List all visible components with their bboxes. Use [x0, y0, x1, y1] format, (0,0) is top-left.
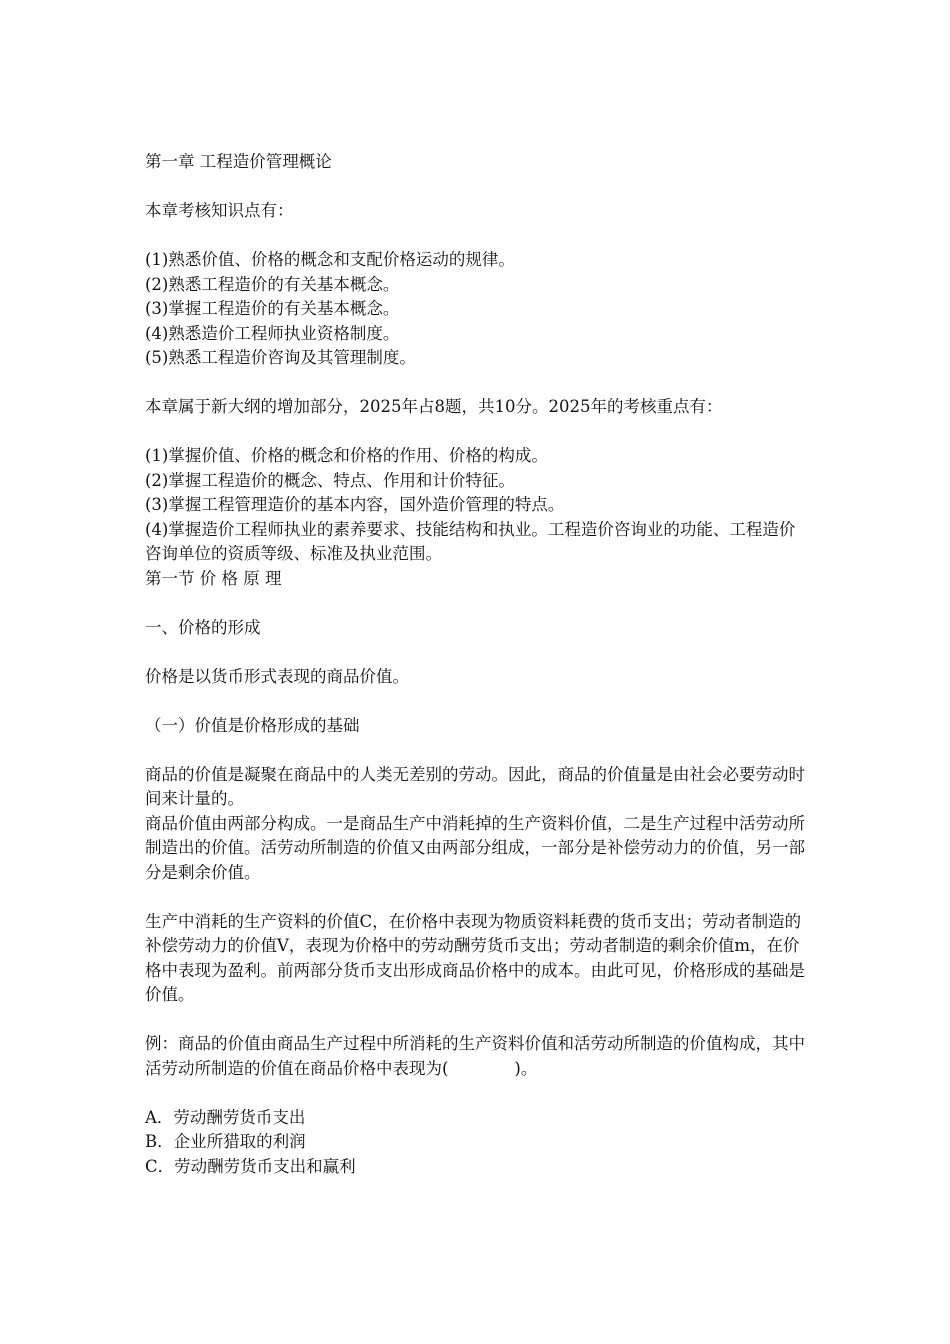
definition-text: 价格是以货币形式表现的商品价值。	[145, 666, 409, 686]
answer-option: B．企业所猎取的利润	[145, 1132, 306, 1151]
key-point: (3)掌握工程管理造价的基本内容，国外造价管理的特点。	[145, 495, 565, 514]
intro-text: 本章考核知识点有：	[145, 201, 294, 220]
sub-heading: （一）价值是价格形成的基础	[145, 715, 360, 735]
paragraph: 商品价值由两部分构成。一是商品生产中消耗掉的生产资料价值，二是生产过程中活劳动所制造出的价值。活劳动所制造的价值又由两部分组成，一部分是补偿劳动力的价值，另一部分是剩余价值。	[145, 813, 805, 882]
document-page	[145, 150, 810, 1179]
knowledge-point: (1)熟悉价值、价格的概念和支配价格运动的规律。	[145, 250, 515, 269]
paragraph: 生产中消耗的生产资料的价值C，在价格中表现为物质资料耗费的货币支出；劳动者制造的补偿劳动力的价值V，表现为价格中的劳动酬劳货币支出；劳动者制造的剩余价值m，在价格中表现为盈利。前两部分货币支出形成商品价格中的成本。由此可见，价格形成的基础是价值。	[145, 911, 805, 1004]
knowledge-point: (4)熟悉造价工程师执业资格制度。	[145, 323, 400, 343]
key-point: (4)掌握造价工程师执业的素养要求、技能结构和执业。工程造价咨询业的功能、工程造价咨询单位的资质等级、标准及执业范围。	[145, 519, 796, 563]
knowledge-point: (2)熟悉工程造价的有关基本概念。	[145, 274, 400, 294]
example-question: 例：商品的价值由商品生产过程中所消耗的生产资料价值和活劳动所制造的价值构成，其中活劳动所制造的价值在商品价格中表现为( )。	[145, 1034, 805, 1078]
key-point: (1)掌握价值、价格的概念和价格的作用、价格的构成。	[145, 446, 548, 465]
answer-option: A．劳动酬劳货币支出	[145, 1107, 306, 1127]
knowledge-point: (5)熟悉工程造价咨询及其管理制度。	[145, 348, 416, 367]
knowledge-point: (3)掌握工程造价的有关基本概念。	[145, 299, 400, 318]
summary-text: 本章属于新大纲的增加部分，2025年占8题，共10分。2025年的考核重点有：	[145, 397, 723, 416]
answer-option: C．劳动酬劳货币支出和赢利	[145, 1156, 356, 1176]
section-title: 第一节 价 格 原 理	[145, 568, 282, 588]
key-point: (2)掌握工程造价的概念、特点、作用和计价特征。	[145, 470, 515, 490]
subsection-title: 一、价格的形成	[145, 617, 261, 637]
paragraph: 商品的价值是凝聚在商品中的人类无差别的劳动。因此，商品的价值量是由社会必要劳动时间来计量的。	[145, 764, 805, 808]
chapter-title: 第一章 工程造价管理概论	[145, 152, 332, 171]
